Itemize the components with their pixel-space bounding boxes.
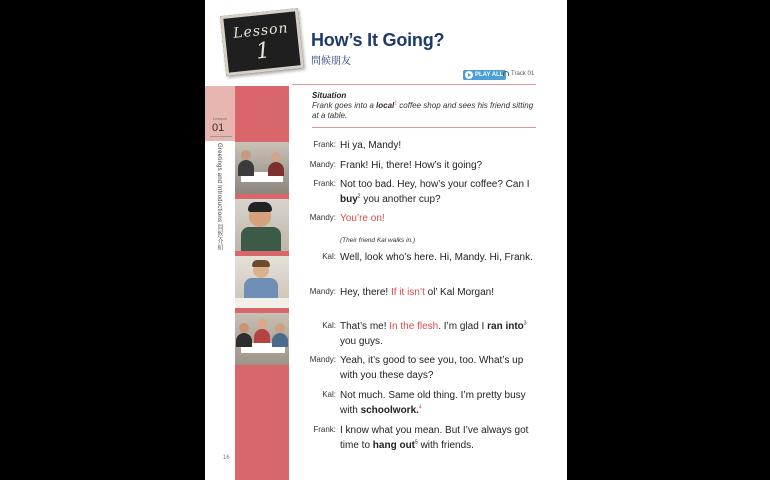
track-label[interactable] bbox=[503, 71, 534, 77]
header-divider bbox=[292, 84, 536, 85]
speech-text: That’s me! In the flesh. I’m glad I ran into$^3$ you guys. bbox=[340, 320, 527, 347]
speaker-name: Mandy: bbox=[309, 160, 336, 169]
badge-number: 1 bbox=[254, 38, 272, 65]
speaker-name: Frank: bbox=[313, 179, 336, 188]
photo-man-gesturing bbox=[235, 256, 289, 308]
speech-text: Not much. Same old thing. I’m pretty busy with schoolwork.$^4$ bbox=[340, 390, 526, 416]
speaker-name: Frank: bbox=[313, 140, 336, 149]
speech-text: I know what you mean. But I’ve always got time to hang out$^5$ with friends. bbox=[340, 425, 529, 451]
play-all-button[interactable] bbox=[463, 70, 506, 80]
sidebar-divider bbox=[210, 136, 232, 137]
sidebar-category: Greetings and Introductions 問候/介紹 bbox=[216, 143, 222, 251]
page-subtitle: 問候朋友 bbox=[311, 56, 351, 67]
situation-heading: Situation bbox=[312, 91, 347, 100]
speech-text: Hi ya, Mandy! bbox=[340, 140, 402, 151]
badge-word: Lesson bbox=[232, 20, 290, 42]
page-number: 16 bbox=[223, 455, 230, 461]
sidebar-lesson-label: Lesson bbox=[213, 116, 228, 121]
speech-text: Not too bad. Hey, how’s your coffee? Can I buy$^2$ you another cup? bbox=[340, 179, 530, 205]
speech-text: Hey, there! If it isn’t ol’ Kal Morgan! bbox=[340, 287, 494, 298]
photo-man-smiling bbox=[235, 199, 289, 251]
speaker-name: Kal: bbox=[322, 321, 336, 330]
speaker-name: Mandy: bbox=[309, 213, 336, 222]
speech-text: You’re on! bbox=[340, 213, 385, 224]
sidebar-lesson-number: 01 bbox=[212, 122, 225, 134]
situation-divider bbox=[312, 127, 536, 128]
speech-text: Frank! Hi, there! How’s it going? bbox=[340, 160, 483, 171]
speech-text: Yeah, it’s good to see you, too. What’s up with you these days? bbox=[340, 355, 524, 381]
speech-text: Well, look who’s here. Hi, Mandy. Hi, Frank. bbox=[340, 252, 533, 263]
speaker-name: Mandy: bbox=[309, 287, 336, 296]
play-all-label: PLAY ALL bbox=[475, 72, 504, 78]
play-icon bbox=[465, 71, 473, 79]
speaker-name: Kal: bbox=[322, 252, 336, 261]
track-text: Track 01 bbox=[511, 71, 535, 77]
situation-text: Frank goes into a local$^1$ coffee shop and sees his friend sitting at a table. bbox=[312, 100, 534, 120]
textbook-page bbox=[205, 0, 567, 480]
lesson-chalkboard-badge bbox=[220, 8, 304, 76]
speaker-name: Kal: bbox=[322, 390, 336, 399]
page-title: How’s It Going? bbox=[311, 30, 445, 50]
situation-term: local bbox=[376, 101, 395, 110]
speech-text: (Their friend Kal walks in.) bbox=[340, 237, 416, 244]
speaker-name: Frank: bbox=[313, 425, 336, 434]
sidebar-red-band bbox=[235, 86, 289, 141]
headphone-icon bbox=[503, 71, 509, 76]
speaker-name: Mandy: bbox=[309, 355, 336, 364]
